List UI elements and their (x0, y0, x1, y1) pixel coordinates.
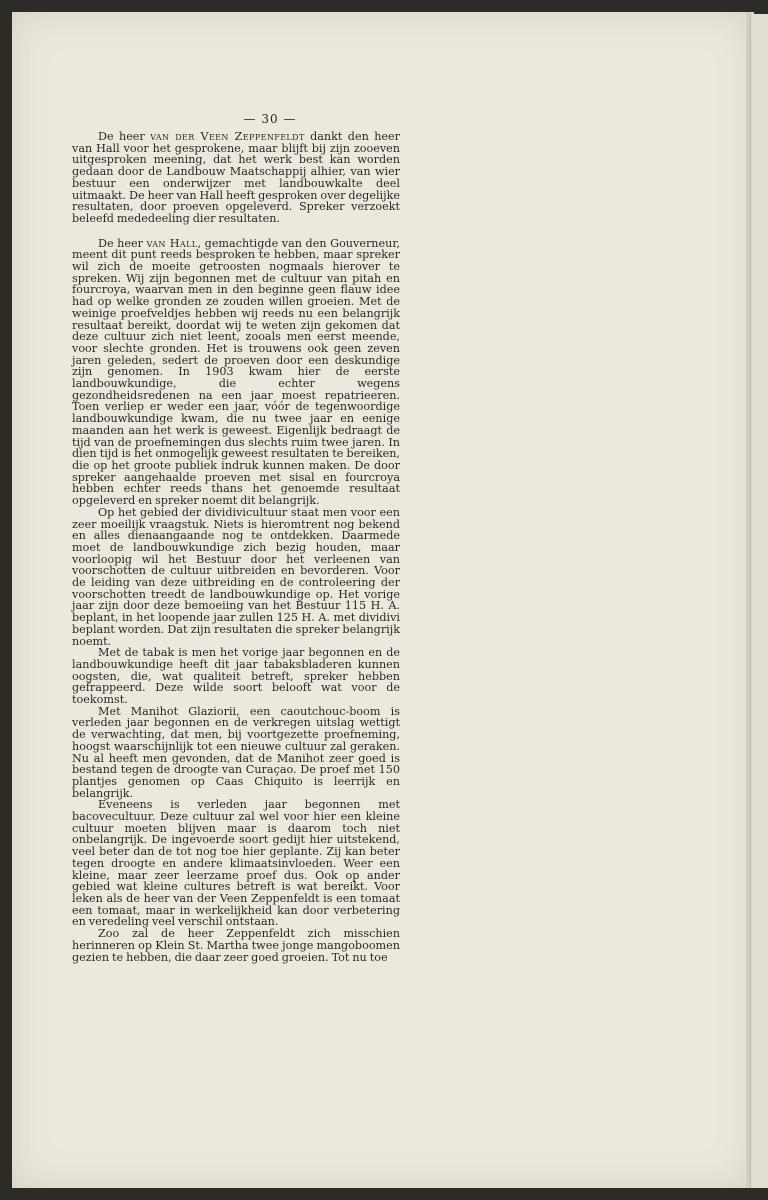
paragraph-p1 (72, 131, 400, 225)
text-segment: Op het gebied der dividivicultuur staat men voor een zeer moeilijk vraagstuk. Niets is hieromtrent nog bekend en alles dienaangaande nog te ontdekken. Daarmede moet de landbouwkundige zich bezig houden, maar voorloopig wil het Bestuur door het verleenen van voorschotten de cultuur uitbreiden en bevorderen. Voor de leiding van deze uitbreiding en de controleering der voorschotten treedt de landbouwkundige op. Het vorige jaar zijn door deze bemoeiing van het Bestuur 115 H. A. beplant, in het loopende jaar zullen 125 H. A. met dividivi beplant worden. Dat zijn resultaten die spreker belangrijk noemt. (72, 505, 400, 648)
text-segment: van Hall (146, 236, 198, 250)
paragraph-p6 (72, 799, 400, 928)
paragraph-p4 (72, 647, 400, 706)
text-segment: dankt den heer van Hall voor het gesprokene, maar blijft bij zijn zooeven uitgesproken meening, dat het werk best kan worden gedaan door de Landbouw Maatschappij alhier, van wier bestuur een onderwijzer met landbouwkalte deel uitmaakt. De heer van Hall heeft gesproken over degelijke resultaten, door proeven opgeleverd. Spreker verzoekt beleefd mededeeling dier resultaten. (72, 130, 400, 225)
text-segment: De heer (98, 130, 151, 143)
text-segment: , gemachtigde van den Gouverneur, meent dit punt reeds besproken te hebben, maar spreker wil zich de moeite getroosten nogmaals hierover te spreken. Wij zijn begonnen met de cultuur van pitah en fourcroya, waarvan men in den beginne geen flauw idee had op welke gronden ze zouden willen groeien. Met de weinige proefveldjes hebben wij reeds nu een belangrijk resultaat bereikt, doordat wij te weten zijn gekomen dat deze cultuur zich niet leent, zooals men eerst meende, voor slechte gronden. Het is trouwens ook geen zeven jaren geleden, sedert de proeven door een deskundige zijn genomen. In 1903 kwam hier de eerste landbouwkundige, die echter wegens gezondheidsredenen na een jaar moest repatrieeren. Toen verliep er weder een jaar, vóór de tegenwoordige landbouwkundige kwam, die nu twee jaar en eenige maanden aan het werk is geweest. Eigenlijk bedraagt de tijd van de proefnemingen dus slechts ruim twee jaren. In dien tijd is het onmogelijk geweest resultaten te bereiken, die op het groote publiek indruk kunnen maken. De door spreker aangehaalde proeven met sisal en fourcroya hebben echter reeds thans het genoemde resultaat opgeleverd en spreker noemt dit belangrijk. (72, 236, 400, 508)
paragraph-p7 (72, 928, 400, 963)
page-number: — 30 — (243, 112, 297, 126)
paragraph-p3 (72, 507, 400, 647)
text-segment: De heer (98, 236, 147, 250)
document-page (12, 12, 754, 1188)
next-page-edge (750, 14, 768, 1188)
body-text (72, 131, 400, 963)
text-segment: Zoo zal de heer Zeppenfeldt zich misschien herinneren op Klein St. Martha twee jonge mangoboomen gezien te hebben, die daar zeer goed groeien. Tot nu toe (72, 927, 400, 964)
text-segment: van der Veen Zeppenfeldt (150, 130, 305, 143)
paragraph-p2 (72, 238, 400, 507)
text-segment: Eveneens is verleden jaar begonnen met bacovecultuur. Deze cultuur zal wel voor hier een kleine cultuur moeten blijven maar is daarom toch niet onbelangrijk. De ingevoerde soort gedijt hier uitstekend, veel beter dan de tot nog toe hier geplante. Zij kan beter tegen droogte en andere klimaatsinvloeden. Weer een kleine, maar zeer leerzame proef dus. Ook op ander gebied wat kleine cultures betreft is wat bereikt. Voor leken als de heer van der Veen Zeppenfeldt is een tomaat een tomaat, maar in werkelijkheid kan door verbetering en veredeling veel verschil ontstaan. (72, 798, 400, 929)
text-segment: Met Manihot Glaziorii, een caoutchouc-boom is verleden jaar begonnen en de verkregen uitslag wettigt de verwachting, dat men, bij voortgezette proefneming, hoogst waarschijnlijk tot een nieuwe cultuur zal geraken. Nu al heeft men gevonden, dat de Manihot zeer goed is bestand tegen de droogte van Curaçao. De proef met 150 plantjes genomen op Caas Chiquito is leerrijk en belangrijk. (72, 704, 400, 800)
text-segment: Met de tabak is men het vorige jaar begonnen en de landbouwkundige heeft dit jaar tabaksbladeren kunnen oogsten, die, wat qualiteit betreft, spreker hebben gefrappeerd. Deze wilde soort belooft wat voor de toekomst. (72, 646, 400, 707)
paragraph-p5 (72, 706, 400, 800)
